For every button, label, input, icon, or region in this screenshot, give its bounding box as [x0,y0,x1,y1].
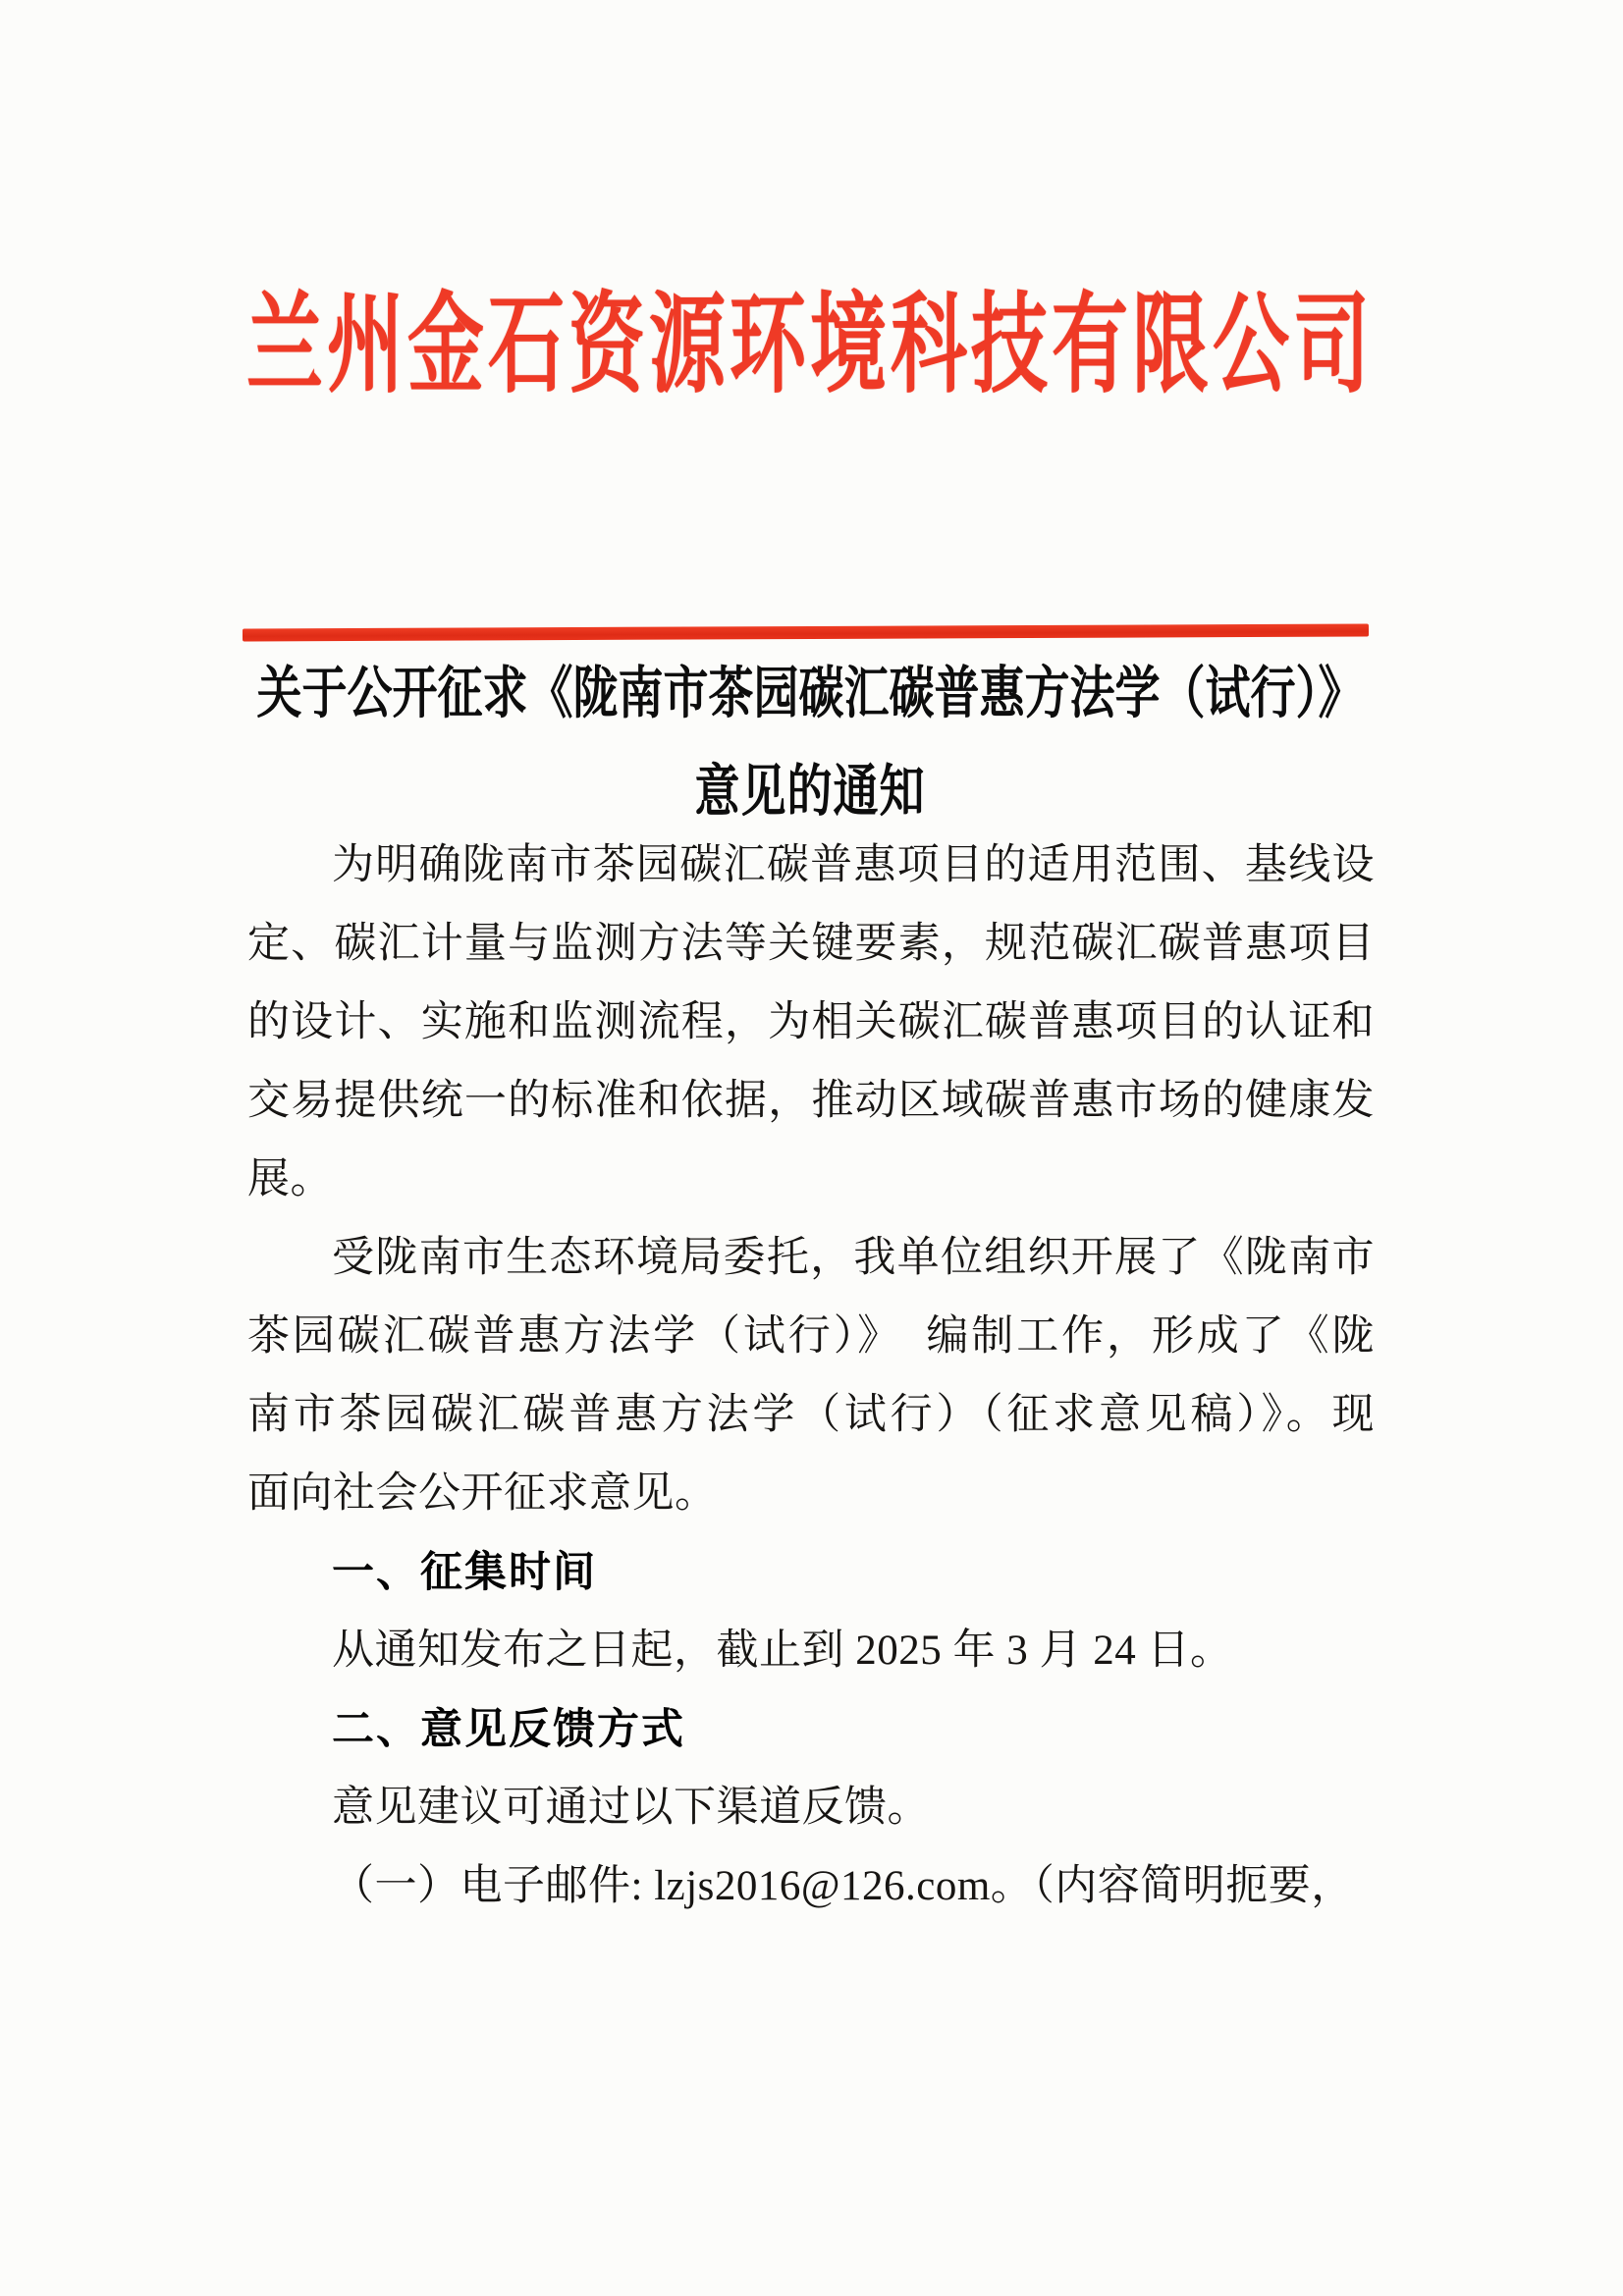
body-line: 展。 [247,1156,333,1202]
red-divider-line [243,623,1369,641]
body-line: 面向社会公开征求意见。 [247,1470,718,1517]
body-line: 定、碳汇计量与监测方法等关键要素，规范碳汇碳普惠项目 [247,921,1375,967]
section-heading-2: 二、意见反馈方式 [332,1706,685,1753]
company-letterhead [245,277,1375,414]
body-line: 为明确陇南市茶园碳汇碳普惠项目的适用范围、基线设 [332,842,1375,888]
section-heading-1: 一、征集时间 [332,1549,597,1596]
body-line: 受陇南市生态环境局委托，我单位组织开展了《陇南市 [332,1235,1375,1281]
document-body [247,827,1375,1926]
notice-title-line2: 意见的通知 [694,760,926,823]
body-line: 意见建议可通过以下渠道反馈。 [332,1785,930,1831]
company-name: 兰州金石资源环境科技有限公司 [245,284,1374,406]
body-line: 南市茶园碳汇碳普惠方法学（试行）（征求意见稿）》。现 [247,1392,1375,1438]
email-line: （一）电子邮件: lzjs2016@126.com。（内容简明扼要， [332,1863,1354,1909]
body-line: 茶园碳汇碳普惠方法学（试行）》 编制工作，形成了《陇 [247,1313,1375,1360]
deadline-line: 从通知发布之日起，截止到 2025 年 3 月 24 日。 [332,1628,1233,1674]
notice-title-line1: 关于公开征求《陇南市茶园碳汇碳普惠方法学（试行）》 [256,662,1364,724]
body-line: 交易提供统一的标准和依据，推动区域碳普惠市场的健康发 [247,1078,1375,1124]
body-line: 的设计、实施和监测流程，为相关碳汇碳普惠项目的认证和 [247,999,1375,1045]
